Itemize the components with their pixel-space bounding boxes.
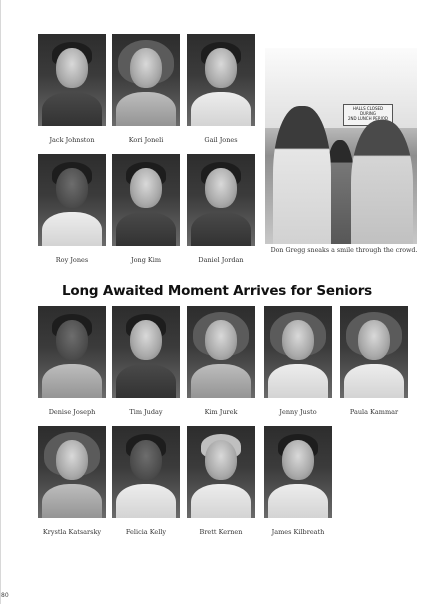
- portrait-photo: [112, 306, 180, 398]
- student-name: Tim Juday: [129, 408, 163, 416]
- portrait-photo: [112, 426, 180, 518]
- student-name: Paula Kammar: [349, 408, 399, 416]
- student-name: Jong Kim: [130, 256, 162, 264]
- candid-photo: [265, 48, 417, 244]
- photo-caption: Don Gregg sneaks a smile through the crowd.: [270, 247, 418, 254]
- student-name: James Kilbreath: [271, 528, 325, 536]
- portrait-photo: [112, 154, 180, 246]
- sign-line: HALLS CLOSED: [352, 106, 384, 111]
- sign-line: DURING: [359, 111, 377, 116]
- student-name: Felicia Kelly: [125, 528, 167, 536]
- portrait-photo: [112, 34, 180, 126]
- student-name: Jack Johnston: [49, 136, 95, 144]
- student-name: Gail Jones: [204, 136, 238, 144]
- portrait-photo: [187, 306, 255, 398]
- student-name: Krystla Katsarsky: [42, 528, 102, 536]
- portrait-photo: [38, 34, 106, 126]
- portrait-photo: [187, 154, 255, 246]
- student-name: Kim Jurek: [204, 408, 238, 416]
- portrait-photo: [38, 154, 106, 246]
- portrait-photo: [38, 306, 106, 398]
- portrait-photo: [187, 426, 255, 518]
- student-name: Daniel Jordan: [198, 256, 244, 264]
- portrait-photo: [264, 306, 332, 398]
- sign-line: 2ND LUNCH PERIOD: [347, 116, 389, 121]
- page-headline: Long Awaited Moment Arrives for Seniors: [61, 283, 373, 299]
- student-name: Jenny Justo: [279, 408, 317, 416]
- student-name: Denise Joseph: [48, 408, 96, 416]
- portrait-photo: [340, 306, 408, 398]
- portrait-photo: [38, 426, 106, 518]
- student-name: Roy Jones: [55, 256, 89, 264]
- portrait-photo: [187, 34, 255, 126]
- portrait-photo: [264, 426, 332, 518]
- student-name: Kori Joneli: [128, 136, 164, 144]
- page-number: 80: [1, 592, 9, 599]
- student-name: Brett Kernen: [199, 528, 243, 536]
